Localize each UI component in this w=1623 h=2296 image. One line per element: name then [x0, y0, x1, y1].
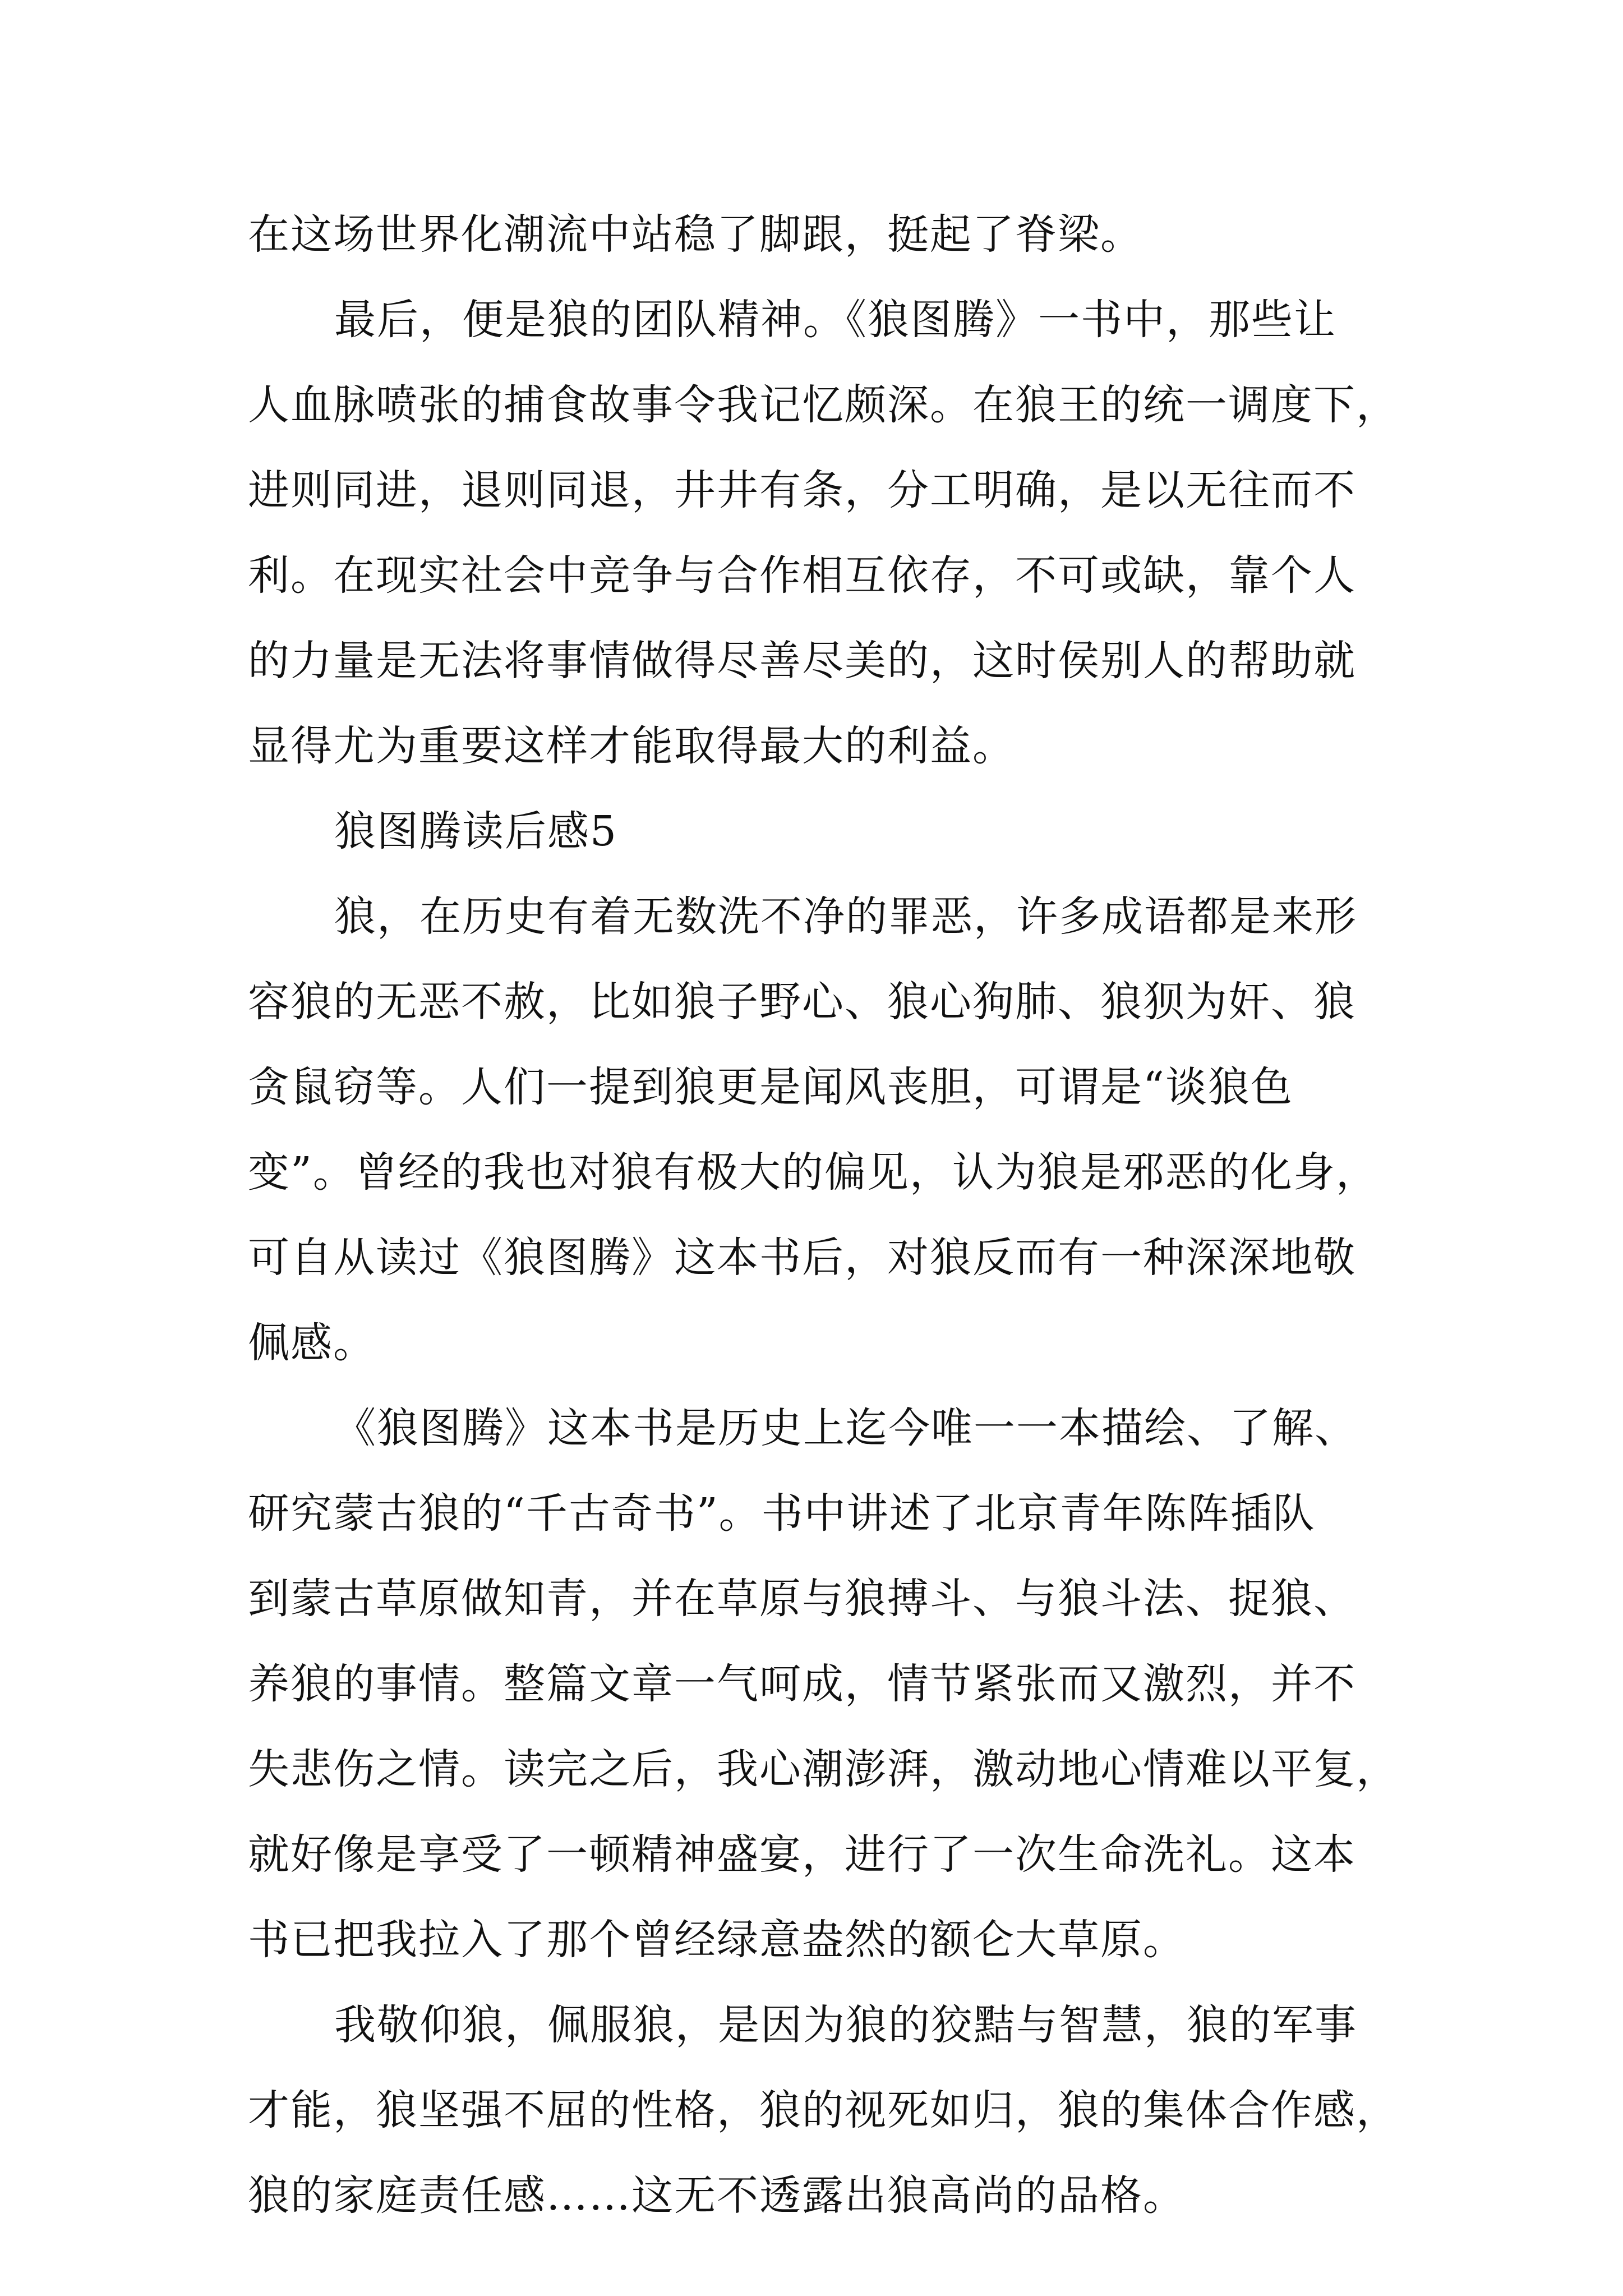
text-line: 书已把我拉入了那个曾经绿意盎然的额仑大草原。: [248, 1916, 1186, 1964]
text-line: 贪鼠窃等。人们一提到狼更是闻风丧胆，可谓是“谈狼色: [248, 1063, 1293, 1111]
text-line: 在这场世界化潮流中站稳了脚跟，挺起了脊梁。: [248, 210, 1143, 259]
text-line: 容狼的无恶不赦，比如狼子野心、狼心狗肺、狼狈为奸、狼: [248, 978, 1356, 1026]
paragraph-first-line: 《狼图腾》这本书是历史上迄今唯一一本描绘、了解、: [334, 1404, 1357, 1452]
paragraph-first-line: 狼，在历史有着无数洗不净的罪恶，许多成语都是来形: [334, 892, 1357, 941]
text-line: 变”。曾经的我也对狼有极大的偏见，认为狼是邪恶的化身，: [248, 1148, 1378, 1197]
text-line: 就好像是享受了一顿精神盛宴，进行了一次生命洗礼。这本: [248, 1830, 1356, 1879]
section-heading: 狼图腾读后感5: [334, 807, 618, 855]
paragraph-first-line: 最后，便是狼的团队精神。《狼图腾》一书中，那些让: [334, 296, 1336, 344]
text-line: 研究蒙古狼的“千古奇书”。书中讲述了北京青年陈阵插队: [248, 1489, 1316, 1538]
text-line: 才能，狼坚强不屈的性格，狼的视死如归，狼的集体合作感，: [248, 2086, 1399, 2134]
paragraph-first-line: 我敬仰狼，佩服狼，是因为狼的狡黠与智慧，狼的军事: [334, 2001, 1357, 2049]
text-line: 进则同进，退则同退，井井有条，分工明确，是以无往而不: [248, 466, 1356, 514]
text-line: 佩感。: [248, 1319, 376, 1367]
text-line: 失悲伤之情。读完之后，我心潮澎湃，激动地心情难以平复，: [248, 1745, 1399, 1793]
text-line: 狼的家庭责任感……这无不透露出狼高尚的品格。: [248, 2171, 1186, 2220]
text-line: 利。在现实社会中竞争与合作相互依存，不可或缺，靠个人: [248, 551, 1356, 600]
text-line: 可自从读过《狼图腾》这本书后，对狼反而有一种深深地敬: [248, 1234, 1356, 1282]
text-line: 到蒙古草原做知青，并在草原与狼搏斗、与狼斗法、捉狼、: [248, 1575, 1356, 1623]
text-line: 人血脉喷张的捕食故事令我记忆颇深。在狼王的统一调度下，: [248, 381, 1399, 429]
text-line: 显得尤为重要这样才能取得最大的利益。: [248, 722, 1015, 770]
text-line: 养狼的事情。整篇文章一气呵成，情节紧张而又激烈，并不: [248, 1660, 1356, 1708]
text-line: 的力量是无法将事情做得尽善尽美的，这时侯别人的帮助就: [248, 637, 1356, 685]
